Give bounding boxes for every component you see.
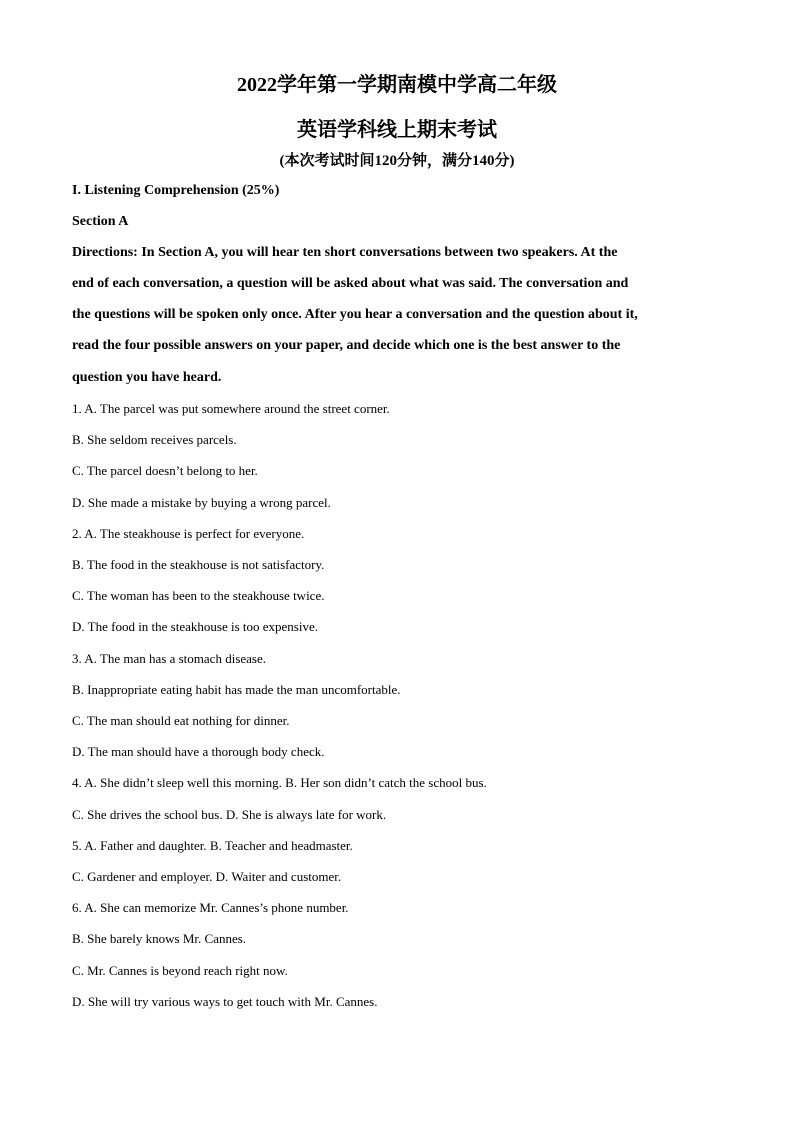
question-line: 6. A. She can memorize Mr. Cannes’s phone number. xyxy=(72,900,349,915)
question-line: D. The food in the steakhouse is too expensive. xyxy=(72,619,318,634)
question-line: C. She drives the school bus. D. She is always late for work. xyxy=(72,807,387,822)
exam-title: 2022学年第一学期南模中学高二年级 xyxy=(237,74,557,96)
exam-duration-note: (本次考试时间120分钟，满分140分) xyxy=(279,153,515,169)
question-line: 4. A. She didn’t sleep well this morning. B. Her son didn’t catch the school bus. xyxy=(72,775,487,790)
question-line: C. The man should eat nothing for dinner. xyxy=(72,713,290,728)
directions-line: Directions: In Section A, you will hear ten short conversations between two speakers. At the xyxy=(72,245,618,260)
section-heading: Section A xyxy=(72,214,129,229)
question-line: C. Gardener and employer. D. Waiter and customer. xyxy=(72,869,342,884)
question-line: 5. A. Father and daughter. B. Teacher and headmaster. xyxy=(72,838,353,853)
question-line: 3. A. The man has a stomach disease. xyxy=(72,651,266,666)
question-line: C. The woman has been to the steakhouse twice. xyxy=(72,588,325,603)
directions-line: end of each conversation, a question will be asked about what was said. The conversation and xyxy=(72,276,629,291)
directions-line: read the four possible answers on your paper, and decide which one is the best answer to the xyxy=(72,338,621,353)
question-line: B. Inappropriate eating habit has made the man uncomfortable. xyxy=(72,682,401,697)
question-line: B. She barely knows Mr. Cannes. xyxy=(72,931,247,946)
question-line: D. The man should have a thorough body check. xyxy=(72,744,325,759)
question-line: B. She seldom receives parcels. xyxy=(72,432,237,447)
part-heading: I. Listening Comprehension (25%) xyxy=(72,183,280,198)
question-line: D. She will try various ways to get touch with Mr. Cannes. xyxy=(72,994,378,1009)
question-line: C. The parcel doesn’t belong to her. xyxy=(72,463,258,478)
question-line: 1. A. The parcel was put somewhere around the street corner. xyxy=(72,401,390,416)
question-line: D. She made a mistake by buying a wrong parcel. xyxy=(72,495,331,510)
directions-line: question you have heard. xyxy=(72,370,222,385)
question-line: 2. A. The steakhouse is perfect for everyone. xyxy=(72,526,305,541)
question-line: B. The food in the steakhouse is not satisfactory. xyxy=(72,557,325,572)
question-line: C. Mr. Cannes is beyond reach right now. xyxy=(72,963,288,978)
directions-line: the questions will be spoken only once. After you hear a conversation and the question about it, xyxy=(72,307,638,322)
exam-subject-title: 英语学科线上期末考试 xyxy=(297,119,497,141)
